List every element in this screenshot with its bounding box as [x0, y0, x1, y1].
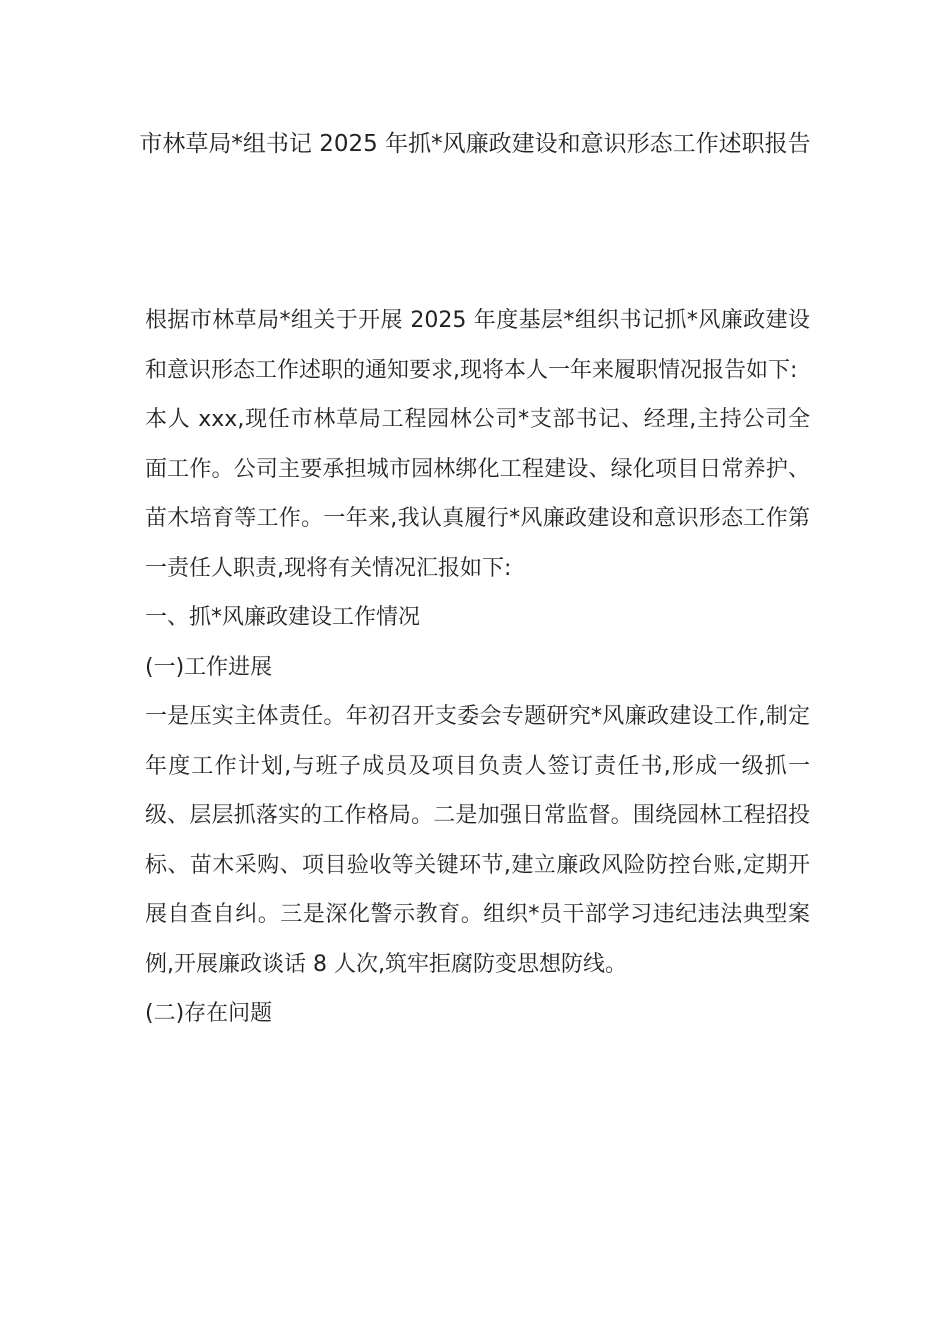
document-title: 市林草局*组书记 2025 年抓*风廉政建设和意识形态工作述职报告: [139, 131, 811, 157]
paragraph-personal-info: 本人 xxx,现任市林草局工程园林公司*支部书记、经理,主持公司全面工作。公司主要承担城市园林绑化工程建设、绿化项目日常养护、苗木培育等工作。一年来,我认真履行*风廉政建设和意识形态工作第一责任人职责,现将有关情况汇报如下:: [145, 407, 810, 581]
paragraph-progress-details: 一是压实主体责任。年初召开支委会专题研究*风廉政建设工作,制定年度工作计划,与班子成员及项目负责人签订责任书,形成一级抓一级、层层抓落实的工作格局。二是加强日常监督。围绕园林工程招投标、苗木采购、项目验收等关键环节,建立廉政风险防控台账,定期开展自查自纠。三是深化警示教育。组织*员干部学习违纪违法典型案例,开展廉政谈话 8 人次,筑牢拒腐防变思想防线。: [145, 704, 810, 977]
document-body: [145, 296, 810, 1039]
paragraph-intro: 根据市林草局*组关于开展 2025 年度基层*组织书记抓*风廉政建设和意识形态工作述职的通知要求,现将本人一年来履职情况报告如下:: [145, 308, 810, 383]
section-heading-1: 一、抓*风廉政建设工作情况: [145, 605, 421, 630]
subsection-heading-problems: (二)存在问题: [145, 1001, 273, 1026]
subsection-heading-progress: (一)工作进展: [145, 654, 273, 680]
